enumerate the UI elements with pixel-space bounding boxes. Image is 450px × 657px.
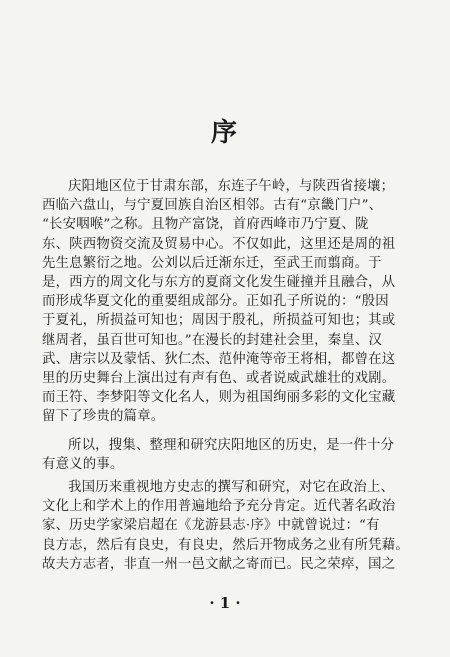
page-number: · 1 · — [209, 594, 241, 612]
text-line: 武、唐宗以及蒙恬、狄仁杰、范仲淹等帝王将相，都曾在这 — [42, 351, 396, 367]
text-line: 所以，搜集、整理和研究庆阳地区的历史，是一件十分 — [68, 438, 395, 453]
text-line: 有意义的事。 — [42, 457, 124, 473]
text-line: 继周者，虽百世可知也。”在漫长的封建社会里，秦皇、汉 — [42, 332, 383, 348]
text-line: 于夏礼，所损益可知也；周因于殷礼，所损益可知也；其或 — [42, 313, 396, 329]
text-line: “长安咽喉”之称。且物产富饶，首府西峰市乃宁夏、陇 — [42, 217, 369, 233]
text-line: 西临六盘山，与宁夏回族自治区相邻。古有“京畿门户”、 — [42, 198, 383, 214]
text-line: 而形成华夏文化的重要组成部分。正如孔子所说的：“殷因 — [42, 294, 389, 310]
text-line: 故夫方志者，非直一州一邑文献之寄而已。民之荣瘁，国之 — [42, 556, 396, 572]
text-line: 家、历史学家梁启超在《龙游县志·序》中就曾说过：“有 — [42, 518, 380, 534]
paragraph-3 — [42, 478, 416, 574]
text-line: 而王符、李梦阳等文化名人，则为祖国绚丽多彩的文化宝藏 — [42, 390, 396, 406]
text-line: 留下了珍贵的篇章。 — [42, 409, 165, 425]
text-line: 庆阳地区位于甘肃东部，东连子午岭，与陕西省接壤； — [68, 179, 395, 194]
text-line: 良方志，然后有良史，有良史，然后开物成务之业有所凭藉。 — [42, 537, 409, 553]
text-line: 先生息繁衍之地。公刘以后迁渐东迁，至武王而翦商。于 — [42, 255, 382, 271]
text-line: 里的历史舞台上演出过有声有色、或者说威武雄壮的戏剧。 — [42, 370, 396, 386]
paragraph-1 — [42, 177, 416, 426]
text-line: 东、陕西物资交流及贸易中心。不仅如此，这里还是周的祖 — [42, 236, 396, 252]
text-line: 我国历来重视地方史志的撰写和研究，对它在政治上、 — [68, 480, 395, 495]
page-title: 序 — [210, 118, 239, 148]
text-line: 文化上和学术上的作用普遍地给予充分肯定。近代著名政治 — [42, 499, 396, 515]
text-line: 是，西方的周文化与东方的夏商文化发生碰撞并且融合，从 — [42, 274, 396, 290]
paragraph-2 — [42, 436, 416, 474]
